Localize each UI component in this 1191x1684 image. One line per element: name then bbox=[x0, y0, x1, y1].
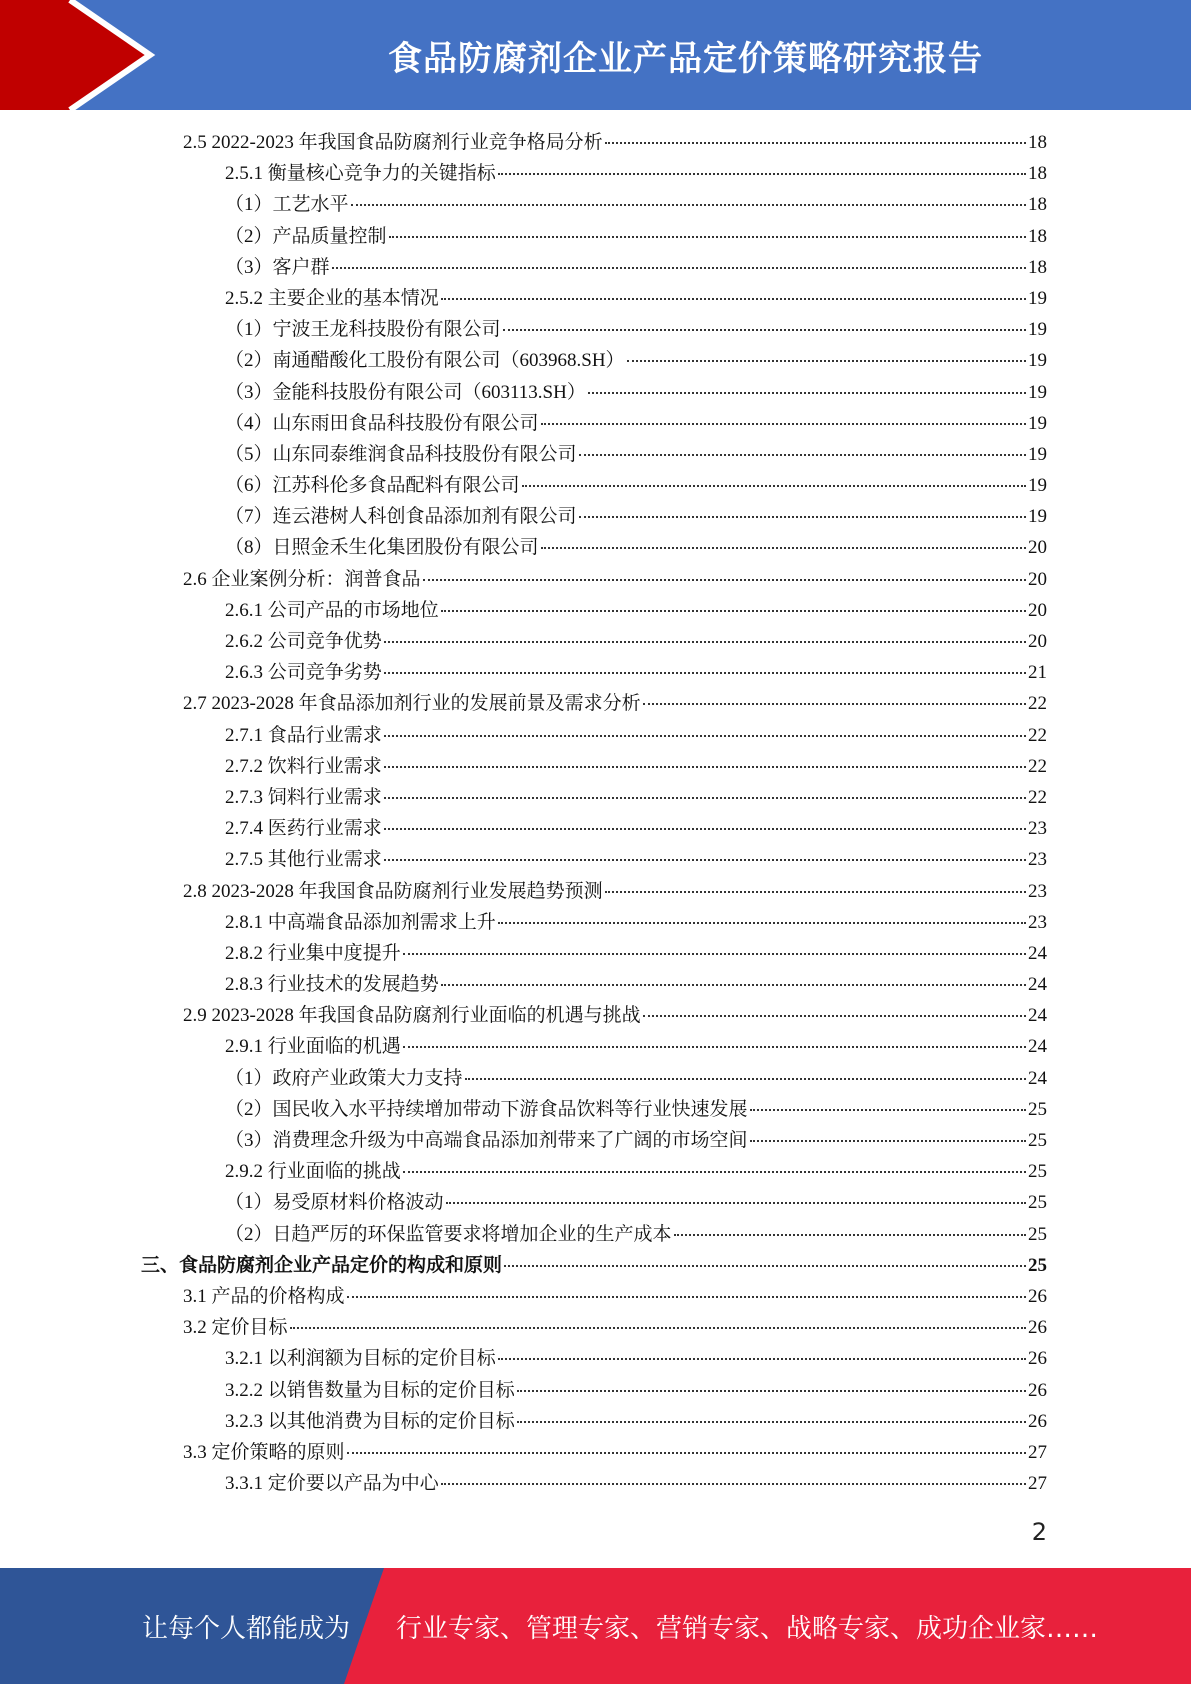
toc-entry-title: 2.8.1 中高端食品添加剂需求上升 bbox=[225, 907, 496, 938]
toc-entry-page: 19 bbox=[1028, 443, 1047, 465]
toc-dot-leader bbox=[384, 735, 1026, 737]
toc-dot-leader bbox=[465, 1078, 1026, 1080]
toc-entry-page: 25 bbox=[1028, 1223, 1047, 1245]
toc-entry-page: 24 bbox=[1028, 974, 1047, 996]
table-of-contents bbox=[0, 127, 1191, 1499]
toc-entry[interactable] bbox=[0, 1156, 1191, 1187]
toc-entry[interactable] bbox=[0, 1312, 1191, 1343]
page-footer bbox=[0, 1568, 1191, 1684]
toc-entry-title: 2.9.1 行业面临的机遇 bbox=[225, 1031, 401, 1062]
toc-entry-page: 23 bbox=[1028, 880, 1047, 902]
toc-entry[interactable] bbox=[0, 470, 1191, 501]
toc-entry-title: （3）客户群 bbox=[225, 252, 330, 283]
toc-entry[interactable] bbox=[0, 314, 1191, 345]
toc-dot-leader bbox=[605, 142, 1026, 144]
toc-entry-page: 24 bbox=[1028, 1036, 1047, 1058]
toc-entry-title: 3.2.1 以利润额为目标的定价目标 bbox=[225, 1343, 496, 1374]
toc-dot-leader bbox=[750, 1140, 1026, 1142]
toc-entry[interactable] bbox=[0, 1063, 1191, 1094]
toc-entry[interactable] bbox=[0, 127, 1191, 158]
footer-slogan-left: 让每个人都能成为 bbox=[142, 1613, 351, 1644]
toc-entry[interactable] bbox=[0, 813, 1191, 844]
toc-entry-title: 2.5 2022-2023 年我国食品防腐剂行业竞争格局分析 bbox=[183, 127, 603, 158]
toc-dot-leader bbox=[384, 797, 1026, 799]
toc-entry[interactable] bbox=[0, 1281, 1191, 1312]
toc-dot-leader bbox=[441, 1483, 1026, 1485]
toc-entry-page: 18 bbox=[1028, 256, 1047, 278]
toc-dot-leader bbox=[446, 1202, 1026, 1204]
toc-dot-leader bbox=[605, 891, 1026, 893]
toc-entry[interactable] bbox=[0, 1000, 1191, 1031]
toc-entry-page: 26 bbox=[1028, 1348, 1047, 1370]
toc-dot-leader bbox=[643, 703, 1026, 705]
toc-entry-page: 25 bbox=[1028, 1098, 1047, 1120]
toc-entry-page: 19 bbox=[1028, 287, 1047, 309]
toc-entry-title: （1）宁波王龙科技股份有限公司 bbox=[225, 314, 501, 345]
toc-entry-title: （1）工艺水平 bbox=[225, 189, 349, 220]
toc-dot-leader bbox=[384, 859, 1026, 861]
toc-entry-page: 24 bbox=[1028, 1005, 1047, 1027]
toc-entry-title: 2.6.1 公司产品的市场地位 bbox=[225, 595, 439, 626]
toc-entry-page: 25 bbox=[1028, 1130, 1047, 1151]
toc-dot-leader bbox=[332, 267, 1026, 269]
toc-entry[interactable] bbox=[0, 595, 1191, 626]
toc-entry-title: （6）江苏科伦多食品配料有限公司 bbox=[225, 470, 520, 501]
toc-entry-page: 19 bbox=[1028, 319, 1047, 341]
footer-slogan-right: 行业专家、管理专家、营销专家、战略专家、成功企业家…… bbox=[396, 1613, 1099, 1644]
toc-dot-leader bbox=[750, 1109, 1026, 1111]
toc-dot-leader bbox=[643, 1015, 1026, 1017]
toc-entry-page: 26 bbox=[1028, 1317, 1047, 1339]
toc-entry[interactable] bbox=[0, 876, 1191, 907]
toc-entry[interactable] bbox=[0, 1375, 1191, 1406]
toc-dot-leader bbox=[541, 423, 1026, 425]
toc-dot-leader bbox=[503, 329, 1026, 331]
toc-dot-leader bbox=[522, 485, 1026, 487]
toc-entry-page: 26 bbox=[1028, 1410, 1047, 1432]
toc-entry[interactable] bbox=[0, 1343, 1191, 1374]
toc-entry-title: （3）金能科技股份有限公司（603113.SH） bbox=[225, 377, 586, 408]
toc-dot-leader bbox=[384, 828, 1026, 830]
toc-entry-page: 18 bbox=[1028, 132, 1047, 153]
toc-entry-page: 23 bbox=[1028, 849, 1047, 871]
toc-entry-title: 2.8.2 行业集中度提升 bbox=[225, 938, 401, 969]
toc-dot-leader bbox=[403, 953, 1026, 955]
toc-entry[interactable] bbox=[0, 439, 1191, 470]
toc-dot-leader bbox=[441, 984, 1026, 986]
toc-entry[interactable] bbox=[0, 564, 1191, 595]
toc-entry-page: 25 bbox=[1028, 1161, 1047, 1183]
toc-entry[interactable] bbox=[0, 252, 1191, 283]
toc-entry-page: 22 bbox=[1028, 755, 1047, 777]
toc-dot-leader bbox=[403, 1171, 1026, 1173]
toc-entry-title: 2.8.3 行业技术的发展趋势 bbox=[225, 969, 439, 1000]
toc-entry-title: （2）南通醋酸化工股份有限公司（603968.SH） bbox=[225, 345, 625, 376]
toc-entry-page: 24 bbox=[1028, 1067, 1047, 1089]
toc-entry-title: 2.9 2023-2028 年我国食品防腐剂行业面临的机遇与挑战 bbox=[183, 1000, 641, 1031]
header-chevron-decoration bbox=[0, 0, 160, 110]
toc-entry[interactable] bbox=[0, 844, 1191, 875]
toc-entry[interactable] bbox=[0, 1468, 1191, 1499]
toc-entry-title: 3.2.2 以销售数量为目标的定价目标 bbox=[225, 1375, 515, 1406]
toc-entry-title: 3.2 定价目标 bbox=[183, 1312, 288, 1343]
toc-entry[interactable] bbox=[0, 1125, 1191, 1156]
toc-entry[interactable] bbox=[0, 1437, 1191, 1468]
toc-dot-leader bbox=[541, 547, 1026, 549]
toc-dot-leader bbox=[504, 1265, 1026, 1267]
toc-entry[interactable] bbox=[0, 377, 1191, 408]
toc-entry-page: 19 bbox=[1028, 475, 1047, 497]
toc-entry[interactable] bbox=[0, 626, 1191, 657]
toc-entry-page: 23 bbox=[1028, 911, 1047, 933]
toc-entry[interactable] bbox=[0, 221, 1191, 252]
toc-entry[interactable] bbox=[0, 283, 1191, 314]
toc-entry-page: 22 bbox=[1028, 724, 1047, 746]
toc-dot-leader bbox=[579, 516, 1026, 518]
toc-entry[interactable] bbox=[0, 1187, 1191, 1218]
toc-entry[interactable] bbox=[0, 1250, 1191, 1281]
toc-entry[interactable] bbox=[0, 189, 1191, 220]
toc-entry[interactable] bbox=[0, 751, 1191, 782]
toc-entry-title: 2.8 2023-2028 年我国食品防腐剂行业发展趋势预测 bbox=[183, 876, 603, 907]
toc-entry[interactable] bbox=[0, 938, 1191, 969]
report-title: 食品防腐剂企业产品定价策略研究报告 bbox=[388, 38, 983, 79]
toc-entry-page: 21 bbox=[1028, 662, 1047, 684]
toc-entry[interactable] bbox=[0, 532, 1191, 563]
toc-entry[interactable] bbox=[0, 907, 1191, 938]
toc-entry-page: 27 bbox=[1028, 1473, 1047, 1495]
toc-entry-page: 25 bbox=[1028, 1254, 1047, 1276]
toc-entry-title: 2.5.1 衡量核心竞争力的关键指标 bbox=[225, 158, 496, 189]
toc-dot-leader bbox=[674, 1234, 1026, 1236]
toc-entry-page: 25 bbox=[1028, 1192, 1047, 1214]
toc-entry-page: 23 bbox=[1028, 818, 1047, 840]
toc-entry-page: 19 bbox=[1028, 506, 1047, 528]
toc-dot-leader bbox=[351, 204, 1026, 206]
toc-entry-title: （2）产品质量控制 bbox=[225, 221, 387, 252]
toc-dot-leader bbox=[384, 672, 1026, 674]
toc-dot-leader bbox=[517, 1390, 1026, 1392]
toc-entry-title: 3.3.1 定价要以产品为中心 bbox=[225, 1468, 439, 1499]
toc-entry[interactable] bbox=[0, 1031, 1191, 1062]
toc-entry-title: 2.7.1 食品行业需求 bbox=[225, 720, 382, 751]
toc-entry-title: （8）日照金禾生化集团股份有限公司 bbox=[225, 532, 539, 563]
toc-entry-title: （3）消费理念升级为中高端食品添加剂带来了广阔的市场空间 bbox=[225, 1125, 748, 1156]
toc-entry[interactable] bbox=[0, 1094, 1191, 1125]
toc-entry[interactable] bbox=[0, 408, 1191, 439]
toc-entry[interactable] bbox=[0, 969, 1191, 1000]
toc-entry-page: 20 bbox=[1028, 599, 1047, 621]
toc-dot-leader bbox=[579, 454, 1026, 456]
toc-entry-page: 18 bbox=[1028, 225, 1047, 247]
toc-entry-title: 2.7.3 饲料行业需求 bbox=[225, 782, 382, 813]
toc-dot-leader bbox=[423, 579, 1026, 581]
toc-entry-title: 3.1 产品的价格构成 bbox=[183, 1281, 345, 1312]
toc-entry-title: 2.6 企业案例分析：润普食品 bbox=[183, 564, 421, 595]
toc-dot-leader bbox=[588, 392, 1026, 394]
toc-entry-page: 18 bbox=[1028, 194, 1047, 216]
toc-entry[interactable] bbox=[0, 782, 1191, 813]
toc-entry[interactable] bbox=[0, 1219, 1191, 1250]
toc-entry-title: （5）山东同泰维润食品科技股份有限公司 bbox=[225, 439, 577, 470]
toc-dot-leader bbox=[441, 610, 1026, 612]
toc-entry-page: 26 bbox=[1028, 1285, 1047, 1307]
toc-entry-title: 2.7.4 医药行业需求 bbox=[225, 813, 382, 844]
toc-entry-title: （4）山东雨田食品科技股份有限公司 bbox=[225, 408, 539, 439]
toc-entry-title: 三、食品防腐剂企业产品定价的构成和原则 bbox=[141, 1250, 502, 1281]
toc-entry[interactable] bbox=[0, 1406, 1191, 1437]
toc-dot-leader bbox=[347, 1452, 1026, 1454]
toc-dot-leader bbox=[403, 1046, 1026, 1048]
toc-entry-title: 2.9.2 行业面临的挑战 bbox=[225, 1156, 401, 1187]
toc-entry-title: 2.5.2 主要企业的基本情况 bbox=[225, 283, 439, 314]
toc-dot-leader bbox=[498, 173, 1026, 175]
toc-entry-page: 19 bbox=[1028, 412, 1047, 434]
toc-entry-title: （1）易受原材料价格波动 bbox=[225, 1187, 444, 1218]
toc-entry-title: 3.2.3 以其他消费为目标的定价目标 bbox=[225, 1406, 515, 1437]
toc-entry-page: 20 bbox=[1028, 537, 1047, 559]
toc-entry-page: 24 bbox=[1028, 942, 1047, 964]
page-number: 2 bbox=[1031, 1518, 1047, 1546]
toc-entry-page: 20 bbox=[1028, 631, 1047, 652]
page-header bbox=[0, 0, 1191, 110]
toc-dot-leader bbox=[290, 1327, 1026, 1329]
toc-dot-leader bbox=[389, 236, 1026, 238]
toc-entry-title: 2.6.2 公司竞争优势 bbox=[225, 626, 382, 657]
toc-entry[interactable] bbox=[0, 345, 1191, 376]
toc-dot-leader bbox=[498, 1358, 1026, 1360]
toc-entry-page: 18 bbox=[1028, 163, 1047, 185]
toc-entry-page: 20 bbox=[1028, 568, 1047, 590]
toc-dot-leader bbox=[347, 1296, 1026, 1298]
toc-entry-title: 3.3 定价策略的原则 bbox=[183, 1437, 345, 1468]
toc-entry-title: （2）日趋严厉的环保监管要求将增加企业的生产成本 bbox=[225, 1219, 672, 1250]
toc-entry-page: 19 bbox=[1028, 350, 1047, 372]
toc-entry-title: 2.6.3 公司竞争劣势 bbox=[225, 657, 382, 688]
toc-entry-title: （1）政府产业政策大力支持 bbox=[225, 1063, 463, 1094]
toc-entry[interactable] bbox=[0, 688, 1191, 719]
toc-entry-page: 27 bbox=[1028, 1441, 1047, 1463]
toc-dot-leader bbox=[384, 766, 1026, 768]
toc-entry[interactable] bbox=[0, 657, 1191, 688]
toc-entry-page: 22 bbox=[1028, 786, 1047, 808]
toc-dot-leader bbox=[627, 360, 1026, 362]
toc-entry-page: 26 bbox=[1028, 1379, 1047, 1401]
toc-dot-leader bbox=[517, 1421, 1026, 1423]
toc-dot-leader bbox=[441, 298, 1026, 300]
toc-entry-page: 19 bbox=[1028, 381, 1047, 403]
toc-entry[interactable] bbox=[0, 158, 1191, 189]
toc-dot-leader bbox=[498, 922, 1026, 924]
toc-entry-title: （2）国民收入水平持续增加带动下游食品饮料等行业快速发展 bbox=[225, 1094, 748, 1125]
toc-entry-title: 2.7.5 其他行业需求 bbox=[225, 844, 382, 875]
toc-entry-title: （7）连云港树人科创食品添加剂有限公司 bbox=[225, 501, 577, 532]
toc-entry[interactable] bbox=[0, 720, 1191, 751]
toc-entry-title: 2.7 2023-2028 年食品添加剂行业的发展前景及需求分析 bbox=[183, 688, 641, 719]
toc-entry[interactable] bbox=[0, 501, 1191, 532]
toc-entry-page: 22 bbox=[1028, 693, 1047, 715]
toc-dot-leader bbox=[384, 641, 1026, 643]
toc-entry-title: 2.7.2 饮料行业需求 bbox=[225, 751, 382, 782]
